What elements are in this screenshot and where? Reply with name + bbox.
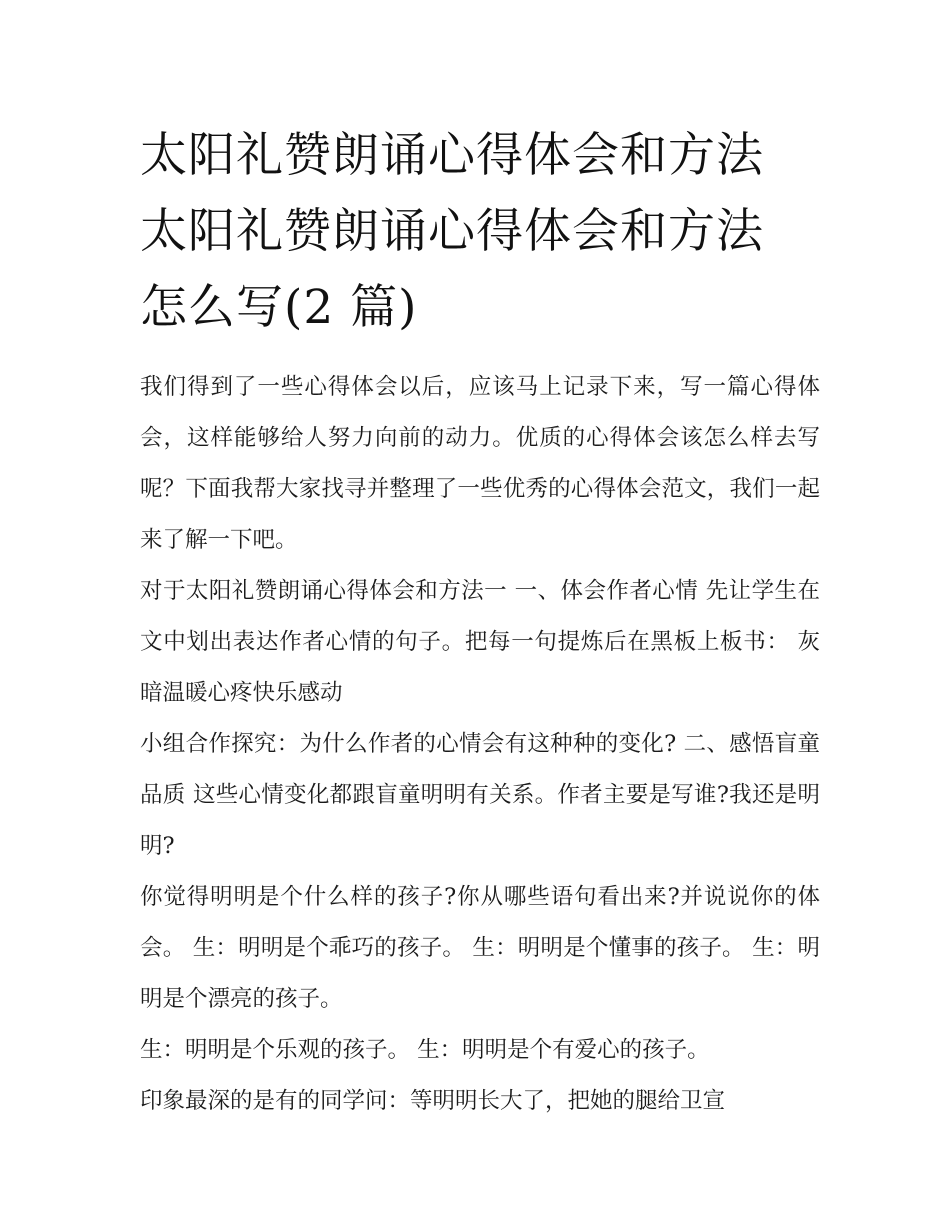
- paragraph-intro: 我们得到了一些心得体会以后，应该马上记录下来，写一篇心得体会，这样能够给人努力向前的动力。优质的心得体会该怎么样去写呢？下面我帮大家找寻并整理了一些优秀的心得体会范文，我们一起来了解一下吧。: [140, 374, 820, 553]
- title-line-1: 太阳礼赞朗诵心得体会和方法: [140, 128, 764, 183]
- paragraph-impression: 印象最深的是有的同学问：等明明长大了，把她的腿给卫宣: [140, 1088, 726, 1114]
- document-body: [140, 362, 820, 1127]
- title-line-2: 太阳礼赞朗诵心得体会和方法: [140, 204, 764, 259]
- document-content: [140, 118, 820, 1127]
- document-title: [140, 118, 820, 346]
- paragraph-student-answers-2: 生：明明是个乐观的孩子。 生：明明是个有爱心的孩子。: [140, 1037, 710, 1063]
- paragraph-student-answers: 你觉得明明是个什么样的孩子?你从哪些语句看出来?并说说你的体会。 生：明明是个乖巧的孩子。 生：明明是个懂事的孩子。 生：明明是个漂亮的孩子。: [140, 884, 820, 1012]
- paragraph-method-one: 对于太阳礼赞朗诵心得体会和方法一 一、体会作者心情 先让学生在文中划出表达作者心情的句子。把每一句提炼后在黑板上板书： 灰暗温暖心疼快乐感动: [140, 578, 820, 706]
- paragraph-group-discussion: 小组合作探究：为什么作者的心情会有这种种的变化? 二、感悟盲童品质 这些心情变化都跟盲童明明有关系。作者主要是写谁?我还是明明?: [140, 731, 820, 859]
- title-line-3: 怎么写(2 篇): [140, 280, 418, 335]
